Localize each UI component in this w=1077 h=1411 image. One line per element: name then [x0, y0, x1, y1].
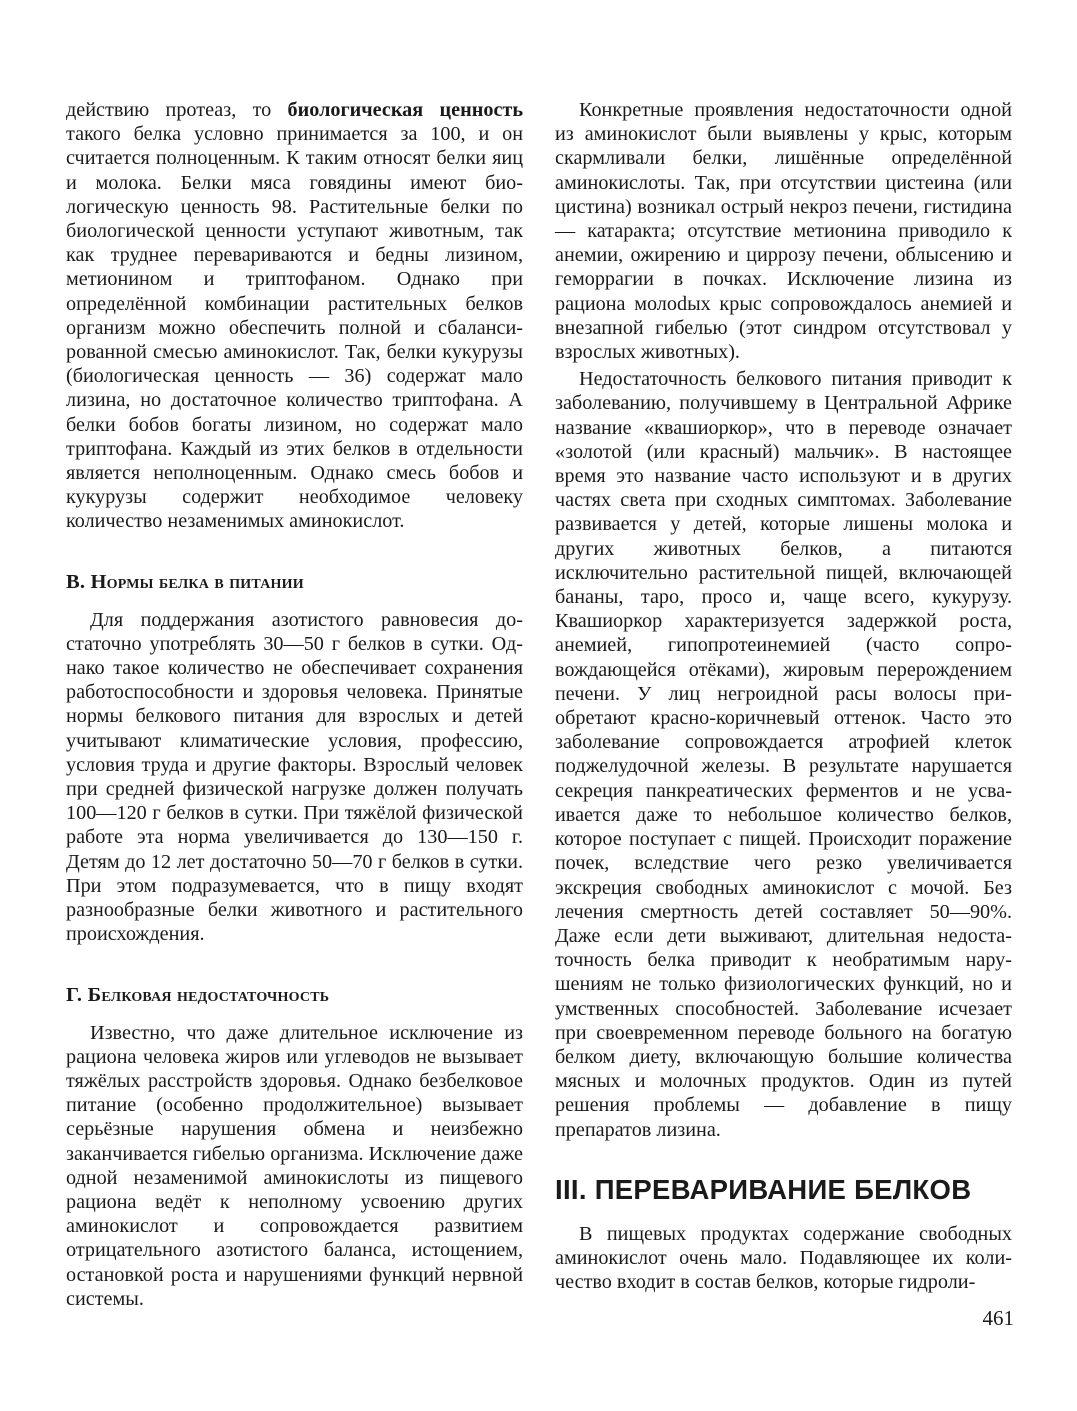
paragraph-protein-deficiency: Известно, что даже длительное исключение из рациона человека жиров или углеводов не вызывает тяжёлых расстройств здоровья. Однако безбелковое питание (особенно продолжительное) вызывает серьёзные нарушения обмена и неизбежно заканчивается гибелью организма. Исключение даже одной незаменимой аминокислоты из пищевого рациона ведёт к неполному усвоению других аминокислот и сопровождается развитием отрицательного азотистого баланса, истощением, остановкой роста и нарушениями функций нервной системы.	[66, 1021, 523, 1310]
right-column	[555, 98, 1012, 1294]
paragraph-protein-norms: Для поддержания азотистого равновесия достаточно употреблять 30—50 г белков в сутки. Однако такое количество не обеспечивает сохранения работоспособности и здоровья человека. Принятые нормы белкового питания для взрослых и детей учитывают климатические условия, профессию, условия труда и другие факторы. Взрослый человек при средней физической нагрузке должен получать 100—120 г белков в сутки. При тяжёлой физической работе эта норма увеличивается до 130—150 г. Детям до 12 лет достаточно 50—70 г белков в сутки. При этом подразумевается, что в пищу входят разнообразные белки животного и растительного происхождения.	[66, 608, 523, 946]
paragraph-rat-experiments: Конкретные проявления недостаточности одной из аминокислот были выявлены у крыс, которым скармливали белки, лишённые определённой аминокислоты. Так, при отсутствии цистеина (или цистина) возникал острый некроз печени, гистидина — катаракта; отсутствие метионина приводило к анемии, ожирению и циррозу печени, облысению и геморрагии в почках. Исключение лизина из рациона молоdых крыс сопровождалось анемией и внезапной гибелью (этот синдром отсутствовал у взрослых животных).	[555, 99, 1012, 364]
left-column	[66, 98, 523, 1311]
term-biological-value: биологическая ценность	[287, 99, 523, 121]
page-number: 461	[982, 1306, 1014, 1330]
paragraph-biological-value: действию протеаз, то биологическая ценность такого белка условно принимается за 100, и он считается полноценным. К таким относят белки яиц и молока. Белки мяса говядины имеют биологическую ценность 98. Растительные белки по биологической ценности уступают животным, так как труднее перевариваются и бедны лизином, метионином и триптофаном. Однако при определённой комбинации растительных белков организм можно обеспечить полной и сбалансированной смесью аминокислот. Так, белки кукурузы (биологическая ценность — 36) содержат мало лизина, но достаточное количество триптофана. А белки бобов богаты лизином, но содержат мало триптофана. Каждый из этих белков в отдельности является неполноценным. Однако смесь бобов и кукурузы содержит необходимое человеку количество незаменимых аминокислот.	[66, 99, 523, 533]
chapter-heading-protein-digestion: III. ПЕРЕВАРИВАНИЕ БЕЛКОВ	[555, 1173, 972, 1205]
section-heading-protein-deficiency: Г. Белковая недостаточность	[66, 983, 330, 1006]
paragraph-free-amino-acids: В пищевых продуктах содержание свободных аминокислот очень мало. Подавляющее их количество входит в состав белков, которые гидроли-	[555, 1222, 1012, 1294]
section-heading-protein-norms: В. Нормы белка в питании	[66, 570, 304, 593]
paragraph-kwashiorkor: Недостаточность белкового питания приводит к заболеванию, получившему в Центральной Африке название «квашиоркор», что в переводе означает «золотой (или красный) мальчик». В настоящее время это название часто используют и в других частях света при сходных симптомах. Заболевание развивается у детей, которые лишены молока и других животных белков, а питаются исключительно растительной пищей, включающей бананы, таро, просо и, чаще всего, кукурузу. Квашиоркор характеризуется задержкой роста, анемией, гипопротеинемией (часто сопровождающейся отёками), жировым перерождением печени. У лиц негроидной расы волосы приобретают красно-коричневый оттенок. Часто это заболевание сопровождается атрофией клеток поджелудочной железы. В результате нарушается секреция панкреатических ферментов и не усваивается даже то небольшое количество белков, которое поступает с пищей. Происходит поражение почек, вследствие чего резко увеличивается экскреция свободных аминокислот с мочой. Без лечения смертность детей составляет 50—90%. Даже если дети выживают, длительная недостаточность белка приводит к необратимым нарушениям не только физиологических функций, но и умственных способностей. Заболевание исчезает при своевременном переводе больного на богатую белком диету, включающую большие количества мясных и молочных продуктов. Один из путей решения проблемы — добавление в пищу препаратов лизина.	[555, 368, 1012, 1141]
